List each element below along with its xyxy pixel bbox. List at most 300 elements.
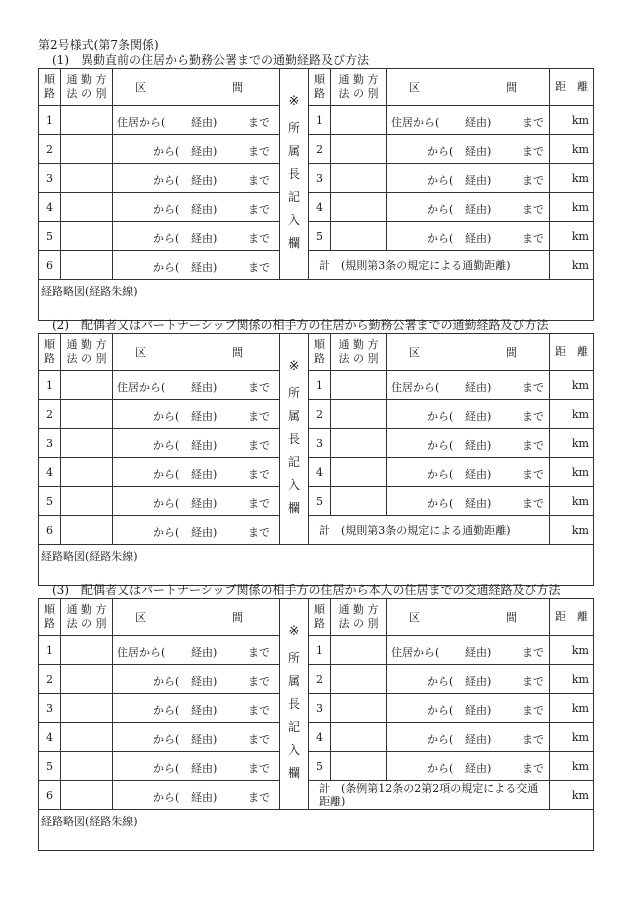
supervisor-char: 所 (287, 385, 300, 400)
interval-cell[interactable] (387, 400, 550, 429)
interval-from: から( (153, 145, 180, 158)
row-number: 3 (309, 694, 331, 723)
interval-cell[interactable] (387, 106, 550, 135)
row-number: 2 (39, 135, 61, 164)
interval-to: まで (522, 675, 544, 688)
order-header-line: 路 (314, 617, 325, 630)
form-title: 第2号様式(第7条関係) (38, 38, 159, 52)
supervisor-char: 記 (287, 719, 300, 734)
table-row (39, 164, 594, 193)
interval-to: まで (522, 116, 544, 129)
interval-via: 経由) (191, 733, 218, 746)
supervisor-char: 欄 (287, 765, 300, 780)
interval-cell[interactable] (387, 694, 550, 723)
method-cell[interactable] (331, 222, 387, 251)
interval-from: から( (153, 704, 180, 717)
order-header-line: 路 (44, 352, 55, 365)
table-row (39, 251, 594, 280)
method-cell[interactable] (331, 164, 387, 193)
method-cell[interactable] (331, 665, 387, 694)
method-cell[interactable] (331, 694, 387, 723)
row-number: 5 (39, 222, 61, 251)
section-header (387, 334, 550, 371)
interval-cell[interactable] (113, 752, 280, 781)
table-row (39, 636, 594, 665)
interval-cell[interactable] (113, 193, 280, 222)
supervisor-char: 長 (287, 166, 300, 181)
method-header-line: 通 勤 方 (338, 338, 379, 351)
supervisor-char: 所 (287, 650, 300, 665)
route-section-2 (38, 317, 593, 586)
order-header-line: 順 (44, 338, 55, 351)
method-cell[interactable] (61, 723, 113, 752)
interval-via: 経由) (465, 203, 492, 216)
interval-from: から( (153, 675, 180, 688)
table-row (39, 516, 594, 545)
method-header-line: 通 勤 方 (66, 73, 107, 86)
section-header-right: 間 (232, 346, 243, 359)
method-cell[interactable] (331, 636, 387, 665)
method-cell[interactable] (331, 371, 387, 400)
interval-cell[interactable] (113, 222, 280, 251)
interval-from: 住居から( (117, 646, 166, 659)
supervisor-char: 属 (287, 143, 300, 158)
supervisor-char: 入 (287, 477, 300, 492)
distance-cell[interactable]: km (550, 106, 594, 135)
interval-cell[interactable] (113, 106, 280, 135)
section-heading: (2) 配偶者又はパートナーシップ関係の相手方の住居から勤務公署までの通勤経路及び方法 (52, 318, 549, 332)
method-cell[interactable] (61, 516, 113, 545)
row-number: 6 (39, 516, 61, 545)
interval-to: まで (248, 410, 270, 423)
interval-from: から( (427, 174, 454, 187)
table-row (39, 458, 594, 487)
interval-from: から( (153, 468, 180, 481)
distance-cell[interactable]: km (550, 400, 594, 429)
method-header-line: 法 の 別 (338, 617, 379, 630)
supervisor-char: 長 (287, 696, 300, 711)
row-number: 4 (309, 723, 331, 752)
interval-from: から( (427, 762, 454, 775)
interval-via: 経由) (191, 675, 218, 688)
interval-cell[interactable] (113, 694, 280, 723)
table-row (39, 106, 594, 135)
method-cell[interactable] (331, 135, 387, 164)
interval-to: まで (248, 145, 270, 158)
order-header (39, 599, 61, 636)
interval-from: から( (153, 232, 180, 245)
supervisor-mark: ※ (288, 93, 300, 109)
route-table (38, 598, 594, 851)
interval-via: 経由) (191, 468, 218, 481)
method-cell[interactable] (61, 781, 113, 810)
supervisor-char: 入 (287, 212, 300, 227)
method-cell[interactable] (61, 106, 113, 135)
order-header-line: 順 (314, 73, 325, 86)
method-cell[interactable] (331, 752, 387, 781)
interval-cell[interactable] (387, 636, 550, 665)
total-label: 計 (規則第3条の規定による通勤距離) (309, 251, 550, 280)
interval-from: 住居から( (391, 381, 440, 394)
table-row (39, 222, 594, 251)
route-table (38, 333, 594, 586)
interval-to: まで (248, 174, 270, 187)
interval-to: まで (248, 261, 270, 274)
interval-cell[interactable] (387, 164, 550, 193)
table-row (39, 723, 594, 752)
row-number: 3 (39, 429, 61, 458)
interval-to: まで (248, 232, 270, 245)
order-header-line: 順 (314, 338, 325, 351)
distance-cell[interactable]: km (550, 723, 594, 752)
interval-to: まで (522, 497, 544, 510)
method-cell[interactable] (61, 164, 113, 193)
distance-cell[interactable]: km (550, 487, 594, 516)
interval-via: 経由) (191, 646, 218, 659)
section-header-right: 間 (506, 346, 517, 359)
interval-via: 経由) (465, 468, 492, 481)
method-cell[interactable] (331, 106, 387, 135)
interval-cell[interactable] (113, 636, 280, 665)
method-cell[interactable] (331, 429, 387, 458)
interval-to: まで (248, 203, 270, 216)
section-header (387, 599, 550, 636)
supervisor-char: 入 (287, 742, 300, 757)
distance-cell[interactable]: km (550, 251, 594, 280)
interval-to: まで (522, 381, 544, 394)
method-header (61, 334, 113, 371)
interval-to: まで (248, 675, 270, 688)
interval-to: まで (522, 145, 544, 158)
method-cell[interactable] (331, 723, 387, 752)
row-number: 1 (39, 371, 61, 400)
interval-to: まで (522, 410, 544, 423)
supervisor-char: 所 (287, 120, 300, 135)
table-row (39, 665, 594, 694)
distance-cell[interactable]: km (550, 636, 594, 665)
interval-cell[interactable] (387, 487, 550, 516)
interval-to: まで (248, 733, 270, 746)
method-cell[interactable] (61, 636, 113, 665)
interval-via: 経由) (191, 116, 218, 129)
route-section-1 (38, 52, 593, 321)
row-number: 1 (309, 106, 331, 135)
section-header-left: 区 (409, 346, 420, 359)
interval-cell[interactable] (387, 371, 550, 400)
method-cell[interactable] (61, 371, 113, 400)
method-cell[interactable] (61, 251, 113, 280)
interval-via: 経由) (465, 174, 492, 187)
interval-via: 経由) (191, 232, 218, 245)
interval-from: から( (427, 410, 454, 423)
section-heading: (1) 異動直前の住居から勤務公署までの通勤経路及び方法 (52, 53, 370, 67)
interval-cell[interactable] (113, 429, 280, 458)
method-cell[interactable] (61, 222, 113, 251)
section-header-left: 区 (135, 81, 146, 94)
method-header (331, 599, 387, 636)
interval-cell[interactable] (387, 429, 550, 458)
distance-cell[interactable]: km (550, 164, 594, 193)
row-number: 6 (39, 251, 61, 280)
supervisor-char: 長 (287, 431, 300, 446)
interval-via: 経由) (191, 791, 218, 804)
method-header-line: 法 の 別 (66, 87, 107, 100)
section-header-left: 区 (409, 611, 420, 624)
distance-cell[interactable]: km (550, 516, 594, 545)
interval-to: まで (522, 762, 544, 775)
table-row (39, 193, 594, 222)
interval-to: まで (248, 704, 270, 717)
section-header-right: 間 (506, 611, 517, 624)
distance-cell[interactable]: km (550, 781, 594, 810)
row-number: 3 (39, 694, 61, 723)
section-header-right: 間 (506, 81, 517, 94)
method-cell[interactable] (61, 193, 113, 222)
interval-cell[interactable] (113, 458, 280, 487)
row-number: 4 (39, 193, 61, 222)
interval-via: 経由) (465, 232, 492, 245)
method-cell[interactable] (61, 458, 113, 487)
route-section-3 (38, 582, 593, 851)
interval-from: から( (153, 439, 180, 452)
method-cell[interactable] (331, 487, 387, 516)
section-header-right: 間 (232, 611, 243, 624)
interval-via: 経由) (191, 497, 218, 510)
interval-cell[interactable] (387, 135, 550, 164)
method-header-line: 法 の 別 (338, 87, 379, 100)
interval-via: 経由) (191, 381, 218, 394)
method-cell[interactable] (61, 429, 113, 458)
table-row (39, 752, 594, 781)
interval-via: 経由) (191, 704, 218, 717)
order-header (39, 69, 61, 106)
row-number: 4 (39, 458, 61, 487)
row-number: 1 (39, 106, 61, 135)
route-sketch-area[interactable]: 経路略図(経路朱線) (39, 545, 594, 586)
distance-cell[interactable]: km (550, 752, 594, 781)
order-header (39, 334, 61, 371)
method-cell[interactable] (61, 694, 113, 723)
method-header-line: 通 勤 方 (338, 73, 379, 86)
interval-from: から( (153, 410, 180, 423)
distance-header: 距 離 (550, 69, 594, 106)
row-number: 2 (309, 665, 331, 694)
interval-cell[interactable] (387, 752, 550, 781)
interval-via: 経由) (191, 261, 218, 274)
interval-via: 経由) (465, 704, 492, 717)
interval-via: 経由) (191, 439, 218, 452)
interval-via: 経由) (465, 646, 492, 659)
table-row (39, 781, 594, 810)
table-row (39, 429, 594, 458)
section-header-right: 間 (232, 81, 243, 94)
method-cell[interactable] (61, 665, 113, 694)
interval-to: まで (522, 704, 544, 717)
interval-cell[interactable] (113, 487, 280, 516)
interval-via: 経由) (465, 497, 492, 510)
interval-from: から( (153, 261, 180, 274)
interval-via: 経由) (191, 762, 218, 775)
interval-cell[interactable] (387, 193, 550, 222)
section-header-left: 区 (409, 81, 420, 94)
section-header (113, 334, 280, 371)
row-number: 4 (39, 723, 61, 752)
interval-from: から( (153, 733, 180, 746)
section-header-left: 区 (135, 611, 146, 624)
row-number: 1 (309, 371, 331, 400)
order-header-line: 路 (44, 617, 55, 630)
interval-to: まで (248, 762, 270, 775)
interval-cell[interactable] (387, 222, 550, 251)
interval-cell[interactable] (387, 665, 550, 694)
interval-to: まで (248, 791, 270, 804)
interval-from: から( (427, 733, 454, 746)
interval-to: まで (248, 526, 270, 539)
method-cell[interactable] (331, 400, 387, 429)
interval-to: まで (522, 439, 544, 452)
method-header (61, 599, 113, 636)
method-header (331, 334, 387, 371)
interval-cell[interactable] (113, 400, 280, 429)
table-row (39, 400, 594, 429)
interval-from: から( (427, 203, 454, 216)
method-cell[interactable] (61, 135, 113, 164)
interval-cell[interactable] (113, 781, 280, 810)
interval-from: から( (427, 468, 454, 481)
interval-cell[interactable] (113, 371, 280, 400)
interval-from: から( (153, 203, 180, 216)
distance-cell[interactable]: km (550, 458, 594, 487)
interval-from: から( (427, 145, 454, 158)
method-header-line: 通 勤 方 (66, 338, 107, 351)
method-cell[interactable] (331, 193, 387, 222)
method-header (331, 69, 387, 106)
row-number: 4 (309, 458, 331, 487)
method-header-line: 法 の 別 (66, 352, 107, 365)
interval-to: まで (522, 174, 544, 187)
distance-cell[interactable]: km (550, 222, 594, 251)
row-number: 1 (39, 636, 61, 665)
order-header-line: 順 (44, 73, 55, 86)
interval-cell[interactable] (113, 723, 280, 752)
interval-from: 住居から( (391, 116, 440, 129)
order-header-line: 路 (44, 87, 55, 100)
method-cell[interactable] (331, 458, 387, 487)
supervisor-char: 属 (287, 408, 300, 423)
distance-header: 距 離 (550, 599, 594, 636)
distance-cell[interactable]: km (550, 665, 594, 694)
row-number: 2 (39, 400, 61, 429)
order-header-line: 順 (314, 603, 325, 616)
row-number: 5 (39, 487, 61, 516)
supervisor-entry-column (280, 69, 309, 280)
distance-cell[interactable]: km (550, 429, 594, 458)
interval-from: から( (153, 174, 180, 187)
interval-from: から( (153, 791, 180, 804)
interval-cell[interactable] (113, 516, 280, 545)
row-number: 4 (309, 193, 331, 222)
interval-from: 住居から( (117, 116, 166, 129)
table-row (39, 487, 594, 516)
row-number: 2 (39, 665, 61, 694)
interval-from: から( (153, 762, 180, 775)
method-header (61, 69, 113, 106)
table-row (39, 371, 594, 400)
distance-cell[interactable]: km (550, 193, 594, 222)
row-number: 3 (309, 164, 331, 193)
section-header (387, 69, 550, 106)
interval-from: から( (427, 675, 454, 688)
table-row (39, 135, 594, 164)
interval-via: 経由) (465, 439, 492, 452)
interval-cell[interactable] (387, 723, 550, 752)
interval-cell[interactable] (113, 164, 280, 193)
supervisor-mark: ※ (288, 358, 300, 374)
interval-via: 経由) (465, 410, 492, 423)
supervisor-char: 属 (287, 673, 300, 688)
supervisor-char: 欄 (287, 500, 300, 515)
row-number: 6 (39, 781, 61, 810)
interval-from: から( (153, 497, 180, 510)
supervisor-char: 欄 (287, 235, 300, 250)
interval-via: 経由) (465, 762, 492, 775)
interval-via: 経由) (465, 733, 492, 746)
method-header-line: 通 勤 方 (338, 603, 379, 616)
method-cell[interactable] (61, 752, 113, 781)
interval-to: まで (522, 646, 544, 659)
interval-cell[interactable] (387, 458, 550, 487)
interval-to: まで (248, 468, 270, 481)
total-label: 計 (規則第3条の規定による通勤距離) (309, 516, 550, 545)
order-header (309, 599, 331, 636)
route-table (38, 68, 594, 321)
method-cell[interactable] (61, 487, 113, 516)
row-number: 3 (309, 429, 331, 458)
method-header-line: 通 勤 方 (66, 603, 107, 616)
interval-from: から( (153, 526, 180, 539)
interval-to: まで (248, 646, 270, 659)
row-number: 2 (309, 135, 331, 164)
supervisor-entry-column (280, 334, 309, 545)
order-header (309, 69, 331, 106)
row-number: 5 (309, 487, 331, 516)
method-cell[interactable] (61, 400, 113, 429)
interval-cell[interactable] (113, 135, 280, 164)
interval-to: まで (522, 203, 544, 216)
distance-cell[interactable]: km (550, 135, 594, 164)
interval-via: 経由) (191, 203, 218, 216)
interval-from: から( (427, 439, 454, 452)
distance-cell[interactable]: km (550, 694, 594, 723)
supervisor-entry-column (280, 599, 309, 810)
method-header-line: 法 の 別 (66, 617, 107, 630)
route-sketch-area[interactable]: 経路略図(経路朱線) (39, 280, 594, 321)
interval-to: まで (248, 381, 270, 394)
interval-via: 経由) (465, 116, 492, 129)
distance-cell[interactable]: km (550, 371, 594, 400)
supervisor-char: 記 (287, 189, 300, 204)
method-header-line: 法 の 別 (338, 352, 379, 365)
interval-cell[interactable] (113, 251, 280, 280)
interval-cell[interactable] (113, 665, 280, 694)
route-sketch-area[interactable]: 経路略図(経路朱線) (39, 810, 594, 851)
total-label: 計 (条例第12条の2第2項の規定による交通距離) (309, 781, 550, 810)
row-number: 3 (39, 164, 61, 193)
order-header-line: 路 (314, 352, 325, 365)
interval-via: 経由) (191, 174, 218, 187)
row-number: 5 (309, 222, 331, 251)
interval-via: 経由) (465, 145, 492, 158)
